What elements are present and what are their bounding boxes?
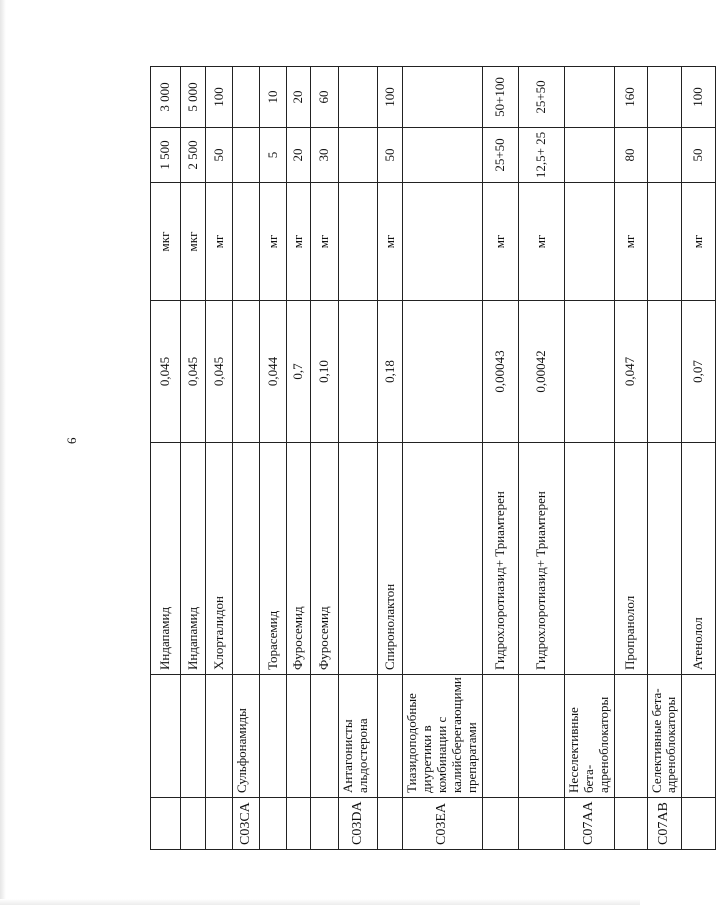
unit-cell: мг	[311, 183, 339, 301]
drug-name-cell: Фуросемид	[287, 443, 311, 675]
table-row	[403, 67, 483, 850]
pharm-group-cell	[287, 675, 311, 798]
ddd-value-cell	[403, 301, 483, 443]
drug-name-cell: Индапамид	[181, 443, 206, 675]
dose-cell-1: 50	[378, 128, 403, 183]
drug-dosage-table	[150, 66, 716, 850]
dose-cell-1: 50	[206, 128, 233, 183]
ddd-value-cell	[233, 301, 260, 443]
unit-cell	[233, 183, 260, 301]
dose-cell-2	[647, 67, 682, 128]
drug-name-cell	[564, 443, 614, 675]
drug-name-cell: Торасемид	[260, 443, 287, 675]
unit-cell	[564, 183, 614, 301]
ddd-value-cell	[339, 301, 378, 443]
dose-cell-2	[564, 67, 614, 128]
atc-code-cell	[151, 798, 181, 850]
ddd-value-cell: 0,00042	[518, 301, 564, 443]
drug-name-cell: Спиронолактон	[378, 443, 403, 675]
dose-cell-1: 80	[614, 128, 647, 183]
atc-code-cell	[181, 798, 206, 850]
unit-cell: мкг	[151, 183, 181, 301]
ddd-value-cell: 0,045	[181, 301, 206, 443]
pharm-group-cell: Неселективные бета-адреноблокаторы	[564, 675, 614, 798]
atc-code-cell: C03CA	[233, 798, 260, 850]
drug-name-cell	[647, 443, 682, 675]
ddd-value-cell: 0,18	[378, 301, 403, 443]
page-number: 6	[64, 437, 79, 444]
pharm-group-cell: Селективные бета-адреноблокаторы	[647, 675, 682, 798]
drug-name-cell: Гидрохлоротиазид+ Триамтерен	[518, 443, 564, 675]
dose-cell-2: 60	[311, 67, 339, 128]
pharm-group-cell	[206, 675, 233, 798]
ddd-value-cell: 0,10	[311, 301, 339, 443]
ddd-value-cell	[647, 301, 682, 443]
dose-cell-1: 25+50	[482, 128, 518, 183]
unit-cell	[339, 183, 378, 301]
pharm-group-cell: Тиазидоподобные диуретики в комбинации с калийсберегающими препаратами	[403, 675, 483, 798]
unit-cell: мг	[287, 183, 311, 301]
pharm-group-cell	[682, 675, 716, 798]
dose-cell-1: 1 500	[151, 128, 181, 183]
unit-cell	[403, 183, 483, 301]
ddd-value-cell: 0,00043	[482, 301, 518, 443]
table-row	[339, 67, 378, 850]
table-row	[647, 67, 682, 850]
dose-cell-1: 2 500	[181, 128, 206, 183]
scan-shadow-bottom	[0, 899, 640, 905]
dose-cell-2	[403, 67, 483, 128]
atc-code-cell: C03EA	[403, 798, 483, 850]
pharm-group-cell	[518, 675, 564, 798]
atc-code-cell	[311, 798, 339, 850]
drug-name-cell: Гидрохлоротиазид+ Триамтерен	[482, 443, 518, 675]
table-row	[311, 67, 339, 850]
dose-cell-1: 12,5+ 25	[518, 128, 564, 183]
atc-code-cell	[260, 798, 287, 850]
atc-code-cell: C03DA	[339, 798, 378, 850]
atc-code-cell	[518, 798, 564, 850]
table-row	[287, 67, 311, 850]
table-body	[151, 67, 716, 850]
unit-cell: мкг	[181, 183, 206, 301]
unit-cell: мг	[482, 183, 518, 301]
dose-cell-2: 20	[287, 67, 311, 128]
dose-cell-1: 20	[287, 128, 311, 183]
dose-cell-2	[339, 67, 378, 128]
atc-code-cell	[614, 798, 647, 850]
dose-cell-2: 25+50	[518, 67, 564, 128]
table-row	[151, 67, 181, 850]
dose-cell-1: 50	[682, 128, 716, 183]
dose-cell-2: 50+100	[482, 67, 518, 128]
table-row	[206, 67, 233, 850]
unit-cell: мг	[518, 183, 564, 301]
table-row	[614, 67, 647, 850]
dose-cell-2: 3 000	[151, 67, 181, 128]
pharm-group-cell: Сульфонамиды	[233, 675, 260, 798]
pharm-group-cell	[151, 675, 181, 798]
table-row	[518, 67, 564, 850]
drug-name-cell: Хлорталидон	[206, 443, 233, 675]
atc-code-cell	[378, 798, 403, 850]
drug-name-cell: Фуросемид	[311, 443, 339, 675]
atc-code-cell	[206, 798, 233, 850]
atc-code-cell	[482, 798, 518, 850]
ddd-value-cell: 0,7	[287, 301, 311, 443]
table-row	[233, 67, 260, 850]
dose-cell-2: 5 000	[181, 67, 206, 128]
pharm-group-cell	[378, 675, 403, 798]
drug-name-cell	[339, 443, 378, 675]
atc-code-cell: C07AA	[564, 798, 614, 850]
atc-code-cell	[682, 798, 716, 850]
unit-cell	[647, 183, 682, 301]
table-row	[260, 67, 287, 850]
pharm-group-cell	[482, 675, 518, 798]
pharm-group-cell: Антагонисты альдостерона	[339, 675, 378, 798]
pharm-group-cell	[614, 675, 647, 798]
dose-cell-2: 100	[378, 67, 403, 128]
scan-shadow-left	[0, 0, 6, 905]
dose-cell-2: 160	[614, 67, 647, 128]
unit-cell: мг	[682, 183, 716, 301]
pharm-group-cell	[311, 675, 339, 798]
ddd-value-cell	[564, 301, 614, 443]
ddd-value-cell: 0,07	[682, 301, 716, 443]
dose-cell-2: 100	[206, 67, 233, 128]
table-row	[181, 67, 206, 850]
table-row	[378, 67, 403, 850]
drug-name-cell: Индапамид	[151, 443, 181, 675]
table-row	[564, 67, 614, 850]
dose-cell-1: 30	[311, 128, 339, 183]
dose-cell-2: 100	[682, 67, 716, 128]
ddd-value-cell: 0,045	[206, 301, 233, 443]
rotated-table-container	[150, 67, 706, 850]
pharm-group-cell	[260, 675, 287, 798]
drug-name-cell	[403, 443, 483, 675]
dose-cell-1	[564, 128, 614, 183]
ddd-value-cell: 0,047	[614, 301, 647, 443]
dose-cell-1	[339, 128, 378, 183]
dose-cell-1	[647, 128, 682, 183]
dose-cell-1: 5	[260, 128, 287, 183]
pharm-group-cell	[181, 675, 206, 798]
drug-name-cell	[233, 443, 260, 675]
unit-cell: мг	[378, 183, 403, 301]
dose-cell-1	[403, 128, 483, 183]
atc-code-cell	[287, 798, 311, 850]
dose-cell-2	[233, 67, 260, 128]
dose-cell-2: 10	[260, 67, 287, 128]
ddd-value-cell: 0,045	[151, 301, 181, 443]
unit-cell: мг	[614, 183, 647, 301]
atc-code-cell: C07AB	[647, 798, 682, 850]
table-row	[482, 67, 518, 850]
ddd-value-cell: 0,044	[260, 301, 287, 443]
unit-cell: мг	[260, 183, 287, 301]
drug-name-cell: Пропранолол	[614, 443, 647, 675]
drug-name-cell: Атенолол	[682, 443, 716, 675]
dose-cell-1	[233, 128, 260, 183]
unit-cell: мг	[206, 183, 233, 301]
table-row	[682, 67, 716, 850]
